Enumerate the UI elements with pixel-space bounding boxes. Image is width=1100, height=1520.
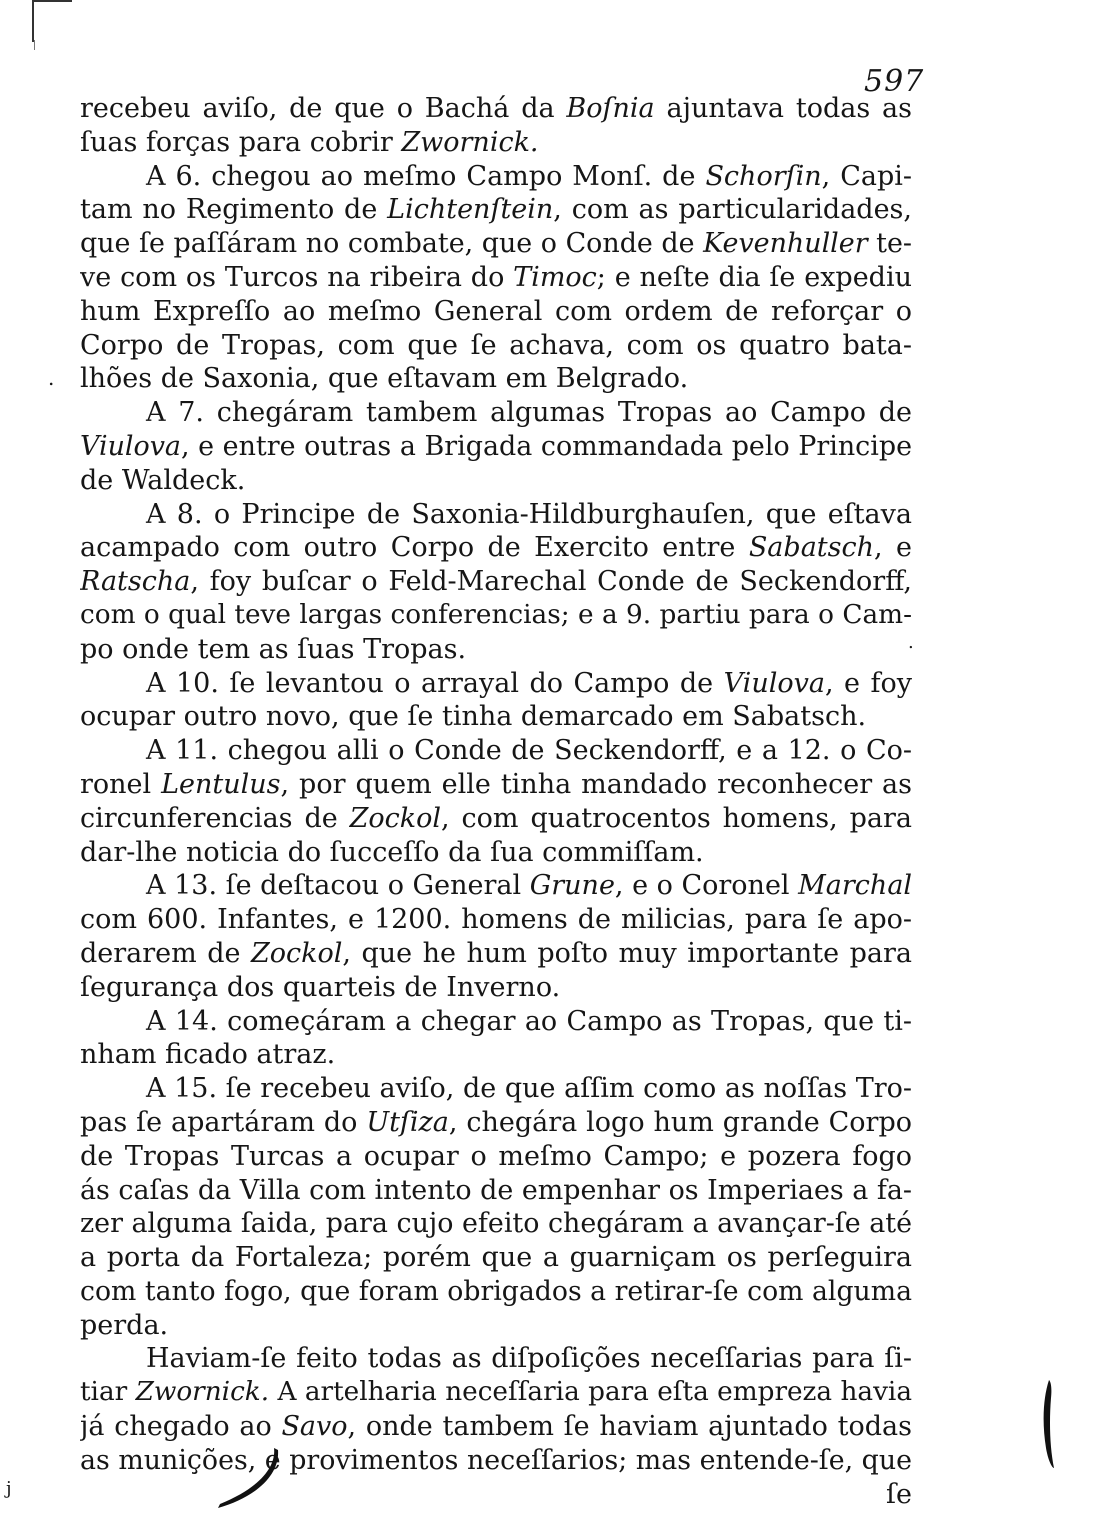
text-line — [80, 1309, 912, 1343]
text-line — [80, 700, 912, 734]
text-run: te- — [867, 228, 912, 260]
text-line — [80, 971, 912, 1005]
text-line — [80, 802, 912, 836]
text-run: A artelharia neceſſaria para eſta empreza havia — [269, 1377, 912, 1408]
text-line — [80, 362, 912, 396]
text-line — [80, 1444, 912, 1478]
text-line — [80, 1410, 912, 1444]
text-run: ás caſas da Villa com intento de empenhar os Imperiaes a fa- — [80, 1174, 912, 1206]
italic-name: Kevenhuller — [703, 228, 868, 260]
text-run: hum Expreſſo ao meſmo General com ordem de reforçar o — [80, 295, 912, 327]
italic-name: Zockol — [349, 802, 442, 834]
text-line — [80, 1241, 912, 1275]
text-run: po onde tem as ſuas Tropas. — [80, 633, 467, 665]
text-run: , Capi- — [821, 160, 912, 192]
text-run: ocupar outro novo, que ſe tinha demarcado em Sabatsch. — [80, 701, 867, 733]
text-line — [80, 1005, 912, 1039]
text-run: A 7. chegáram tambem algumas Tropas ao Campo de — [146, 397, 912, 429]
text-line — [80, 937, 912, 971]
text-run: com 600. Infantes, e 1200. homens de milicias, para ſe apo- — [80, 904, 912, 936]
text-line — [80, 869, 912, 903]
text-line — [80, 633, 912, 667]
text-run: ; e neſte dia ſe expediu — [596, 261, 912, 293]
italic-name: Viulova — [80, 430, 181, 462]
text-line — [80, 430, 912, 464]
corner-glyph: j — [6, 1478, 12, 1499]
text-run: ſuas forças para cobrir — [80, 126, 402, 158]
text-line — [80, 599, 912, 633]
text-run: com tanto fogo, que foram obrigados a retirar-ſe com alguma — [80, 1275, 912, 1307]
text-run: perda. — [80, 1309, 169, 1341]
italic-name: Zockol — [251, 937, 343, 969]
text-run: as munições, e provimentos neceſſarios; mas entende-ſe, que — [80, 1444, 912, 1476]
text-run: , com as particularidades, — [553, 194, 912, 226]
text-line — [80, 768, 912, 802]
text-run: , e entre outras a Brigada commandada pelo Principe — [180, 430, 912, 462]
text-run: A 8. o Principe de Saxonia-Hildburghauſen, que eſtava — [146, 498, 912, 530]
text-run: a porta da Fortaleza; porém que a guarniçam os perſeguira — [80, 1242, 912, 1274]
text-run: ve com os Turcos na ribeira do — [80, 261, 514, 293]
scan-corner-tick — [34, 40, 35, 50]
text-line — [80, 1376, 912, 1410]
italic-name: Lichtenſtein — [387, 194, 554, 226]
text-line — [80, 531, 912, 565]
text-line — [80, 1478, 912, 1512]
italic-name: Zwornick. — [401, 126, 539, 158]
text-line — [80, 836, 912, 870]
body-text — [80, 92, 912, 1511]
text-run: A 11. chegou alli o Conde de Seckendorff, e a 12. o Co- — [146, 735, 912, 767]
text-line — [80, 1140, 912, 1174]
text-line — [80, 295, 912, 329]
text-line — [80, 667, 912, 701]
text-run: ſegurança dos quarteis de Inverno. — [80, 971, 561, 1003]
text-line — [80, 92, 912, 126]
text-line — [80, 1207, 912, 1241]
text-run: A 15. ſe recebeu aviſo, de que aſſim como as noſſas Tro- — [146, 1073, 912, 1105]
italic-name: Savo — [281, 1411, 348, 1443]
text-line — [80, 1106, 912, 1140]
text-line — [80, 1174, 912, 1208]
text-run: de Waldeck. — [80, 464, 246, 496]
text-line — [80, 193, 912, 227]
text-run: A 6. chegou ao meſmo Campo Monſ. de — [146, 160, 706, 192]
text-run: , que he hum poſto muy importante para — [342, 937, 912, 969]
text-run: A 10. ſe levantou o arrayal do Campo de — [146, 667, 724, 699]
text-run: ſe — [886, 1478, 912, 1510]
text-run: A 13. ſe deſtacou o General — [146, 870, 530, 902]
text-line — [80, 227, 912, 261]
text-run: derarem de — [80, 937, 252, 969]
text-line — [80, 329, 912, 363]
text-run: ronel — [80, 768, 162, 800]
text-run: , chegára logo hum grande Corpo — [448, 1106, 912, 1138]
text-run: , e o Coronel — [614, 870, 799, 902]
right-margin-mark — [1040, 1378, 1058, 1470]
text-run: , por quem elle tinha mandado reconhecer as — [280, 768, 912, 800]
text-run: , e foy — [824, 667, 912, 699]
text-run: já chegado ao — [80, 1411, 282, 1443]
text-run: , onde tambem ſe haviam ajuntado todas — [347, 1411, 912, 1443]
italic-name: Grune — [529, 870, 615, 902]
margin-dot: . — [48, 366, 55, 390]
text-run: que ſe paſſáram no combate, que o Conde de — [80, 228, 704, 260]
text-line — [80, 160, 912, 194]
text-run: de Tropas Turcas a ocupar o meſmo Campo; e pozera fogo — [80, 1140, 912, 1172]
text-line — [80, 498, 912, 532]
italic-name: Zwornick. — [135, 1377, 270, 1408]
text-line — [80, 734, 912, 768]
text-line — [80, 261, 912, 295]
text-run: Haviam-ſe feito todas as diſpoſições neceſſarias para ſi- — [146, 1343, 912, 1375]
page-number: 597 — [864, 64, 925, 99]
text-run: lhões de Saxonia, que eſtavam em Belgrado. — [80, 363, 689, 395]
text-run: , foy buſcar o Feld-Marechal Conde de Seckendorff, — [190, 566, 912, 598]
text-line — [80, 1072, 912, 1106]
text-run: tam no Regimento de — [80, 194, 388, 226]
text-run: tiar — [80, 1377, 136, 1408]
italic-name: Schorſin — [705, 160, 822, 192]
text-run: circunferencias de — [80, 802, 350, 834]
bottom-ink-stroke — [214, 1446, 294, 1510]
text-run: Corpo de Tropas, com que ſe achava, com os quatro bata- — [80, 329, 912, 361]
text-line — [80, 464, 912, 498]
italic-name: Ratscha — [80, 566, 191, 598]
text-run: pas ſe apartáram do — [80, 1106, 367, 1138]
italic-name: Sabatsch — [748, 532, 875, 564]
text-line — [80, 1275, 912, 1309]
margin-dot-right: . — [908, 632, 914, 653]
text-run: nham ficado atraz. — [80, 1039, 336, 1071]
italic-name: Viulova — [723, 667, 825, 699]
text-run: acampado com outro Corpo de Exercito entre — [80, 532, 749, 564]
text-line — [80, 565, 912, 599]
text-run: recebeu aviſo, de que o Bachá da — [80, 93, 567, 124]
text-run: com o qual teve largas conferencias; e a 9. partiu para o Cam- — [80, 599, 912, 630]
italic-name: Marchal — [798, 870, 912, 902]
italic-name: Utſiza — [366, 1106, 449, 1138]
text-line — [80, 903, 912, 937]
text-run: , com quatrocentos homens, para — [441, 802, 912, 834]
text-run: ajuntava todas as — [654, 93, 912, 124]
text-line — [80, 1038, 912, 1072]
scan-corner-mark — [32, 0, 72, 42]
text-run: zer alguma ſaida, para cujo efeito chegáram a avançar-ſe até — [80, 1208, 912, 1240]
italic-name: Boſnia — [566, 93, 655, 124]
text-line — [80, 396, 912, 430]
text-line — [80, 126, 912, 160]
text-run: dar-lhe noticia do ſucceſſo da ſua commiſſam. — [80, 836, 704, 868]
text-run: , e — [874, 532, 912, 564]
italic-name: Lentulus — [161, 768, 281, 800]
text-run: A 14. começáram a chegar ao Campo as Tropas, que ti- — [146, 1005, 912, 1037]
text-line — [80, 1342, 912, 1376]
italic-name: Timoc — [513, 261, 597, 293]
